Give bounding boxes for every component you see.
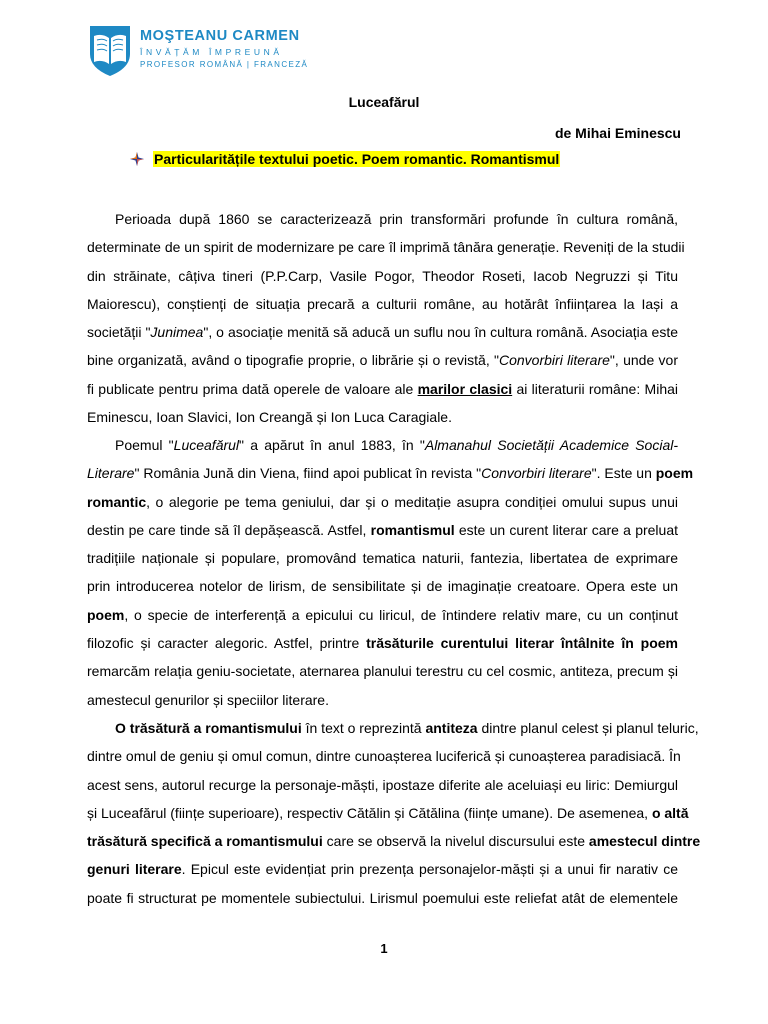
logo-brand-name: MOŞTEANU CARMEN <box>140 28 300 44</box>
text-line: genuri literare. Epicul este evidențiat prin prezența personajelor-măști și a unui fir narativ ce <box>87 861 678 878</box>
text-line: tradițiile naționale și populare, promovând tematica naturii, fantezia, libertatea de exprimare <box>87 550 678 567</box>
text-line: și Luceafărul (ființe superioare), respectiv Cătălin și Cătălina (ființe umane). De asemenea, o altă <box>87 804 689 821</box>
document-title: Luceafărul <box>348 94 420 110</box>
text-line: societății "Junimea", o asociație menită să aducă un suflu nou în cultura română. Asociația este <box>87 324 678 341</box>
header-logo <box>88 24 328 84</box>
text-line: prin introducerea notelor de lirism, de sensibilitate și de imaginație creatoare. Opera este un <box>87 578 678 595</box>
page-number: 1 <box>380 941 388 956</box>
text-line: fi publicate pentru prima dată operele de valoare ale marilor clasici ai literaturii române: Mihai <box>87 380 678 397</box>
text-line: bine organizată, având o tipografie proprie, o librărie și o revistă, "Convorbiri literare", unde vor <box>87 352 679 369</box>
logo-subtitle: PROFESOR ROMÂNĂ | FRANCEZĂ <box>140 60 309 69</box>
paragraph-1 <box>87 205 685 431</box>
open-book-shield-icon <box>88 24 132 78</box>
text-line: din străinate, câțiva tineri (P.P.Carp, Vasile Pogor, Theodor Roseti, Iacob Negruzzi și Titu <box>87 267 678 284</box>
text-line: Literare" România Jună din Viena, fiind apoi publicat în revista "Convorbiri literare". Este un poem <box>87 465 694 482</box>
text-line: O trăsătură a romantismului în text o reprezintă antiteza dintre planul celest și planul teluric, <box>115 720 699 736</box>
four-point-star-bullet-icon <box>130 152 144 166</box>
text-line: Perioada după 1860 se caracterizează prin transformări profunde în cultura română, <box>115 211 678 227</box>
text-line: trăsătură specifică a romantismului care se observă la nivelul discursului este amestecul dintre <box>87 833 701 850</box>
text-line: amestecul genurilor și speciilor literare. <box>87 691 329 708</box>
text-line: destin pe care tinde să îl depășească. Astfel, romantismul este un curent literar care a preluat <box>87 521 679 538</box>
text-line: acest sens, autorul recurge la personaje-măști, ipostaze diferite ale aceluiași eu liric: Demiurgul <box>87 776 678 793</box>
text-line: romantic, o alegorie pe tema geniului, dar și o meditație asupra condiției omului supus unui <box>87 493 678 510</box>
text-line: Eminescu, Ioan Slavici, Ion Creangă și Ion Luca Caragiale. <box>87 409 452 426</box>
text-line: filozofic și caracter alegoric. Astfel, printre trăsăturile curentului literar întâlnite în poem <box>87 635 679 652</box>
text-line: remarcăm relația geniu-societate, aternarea planului terestru cu cel cosmic, antiteza, precum și <box>87 663 678 680</box>
text-line: poate fi structurat pe momentele subiectului. Lirismul poemului este reliefat atât de elementele <box>87 889 678 906</box>
text-line: Maiorescu), conștienți de situația precară a culturii române, au hotărât înființarea la Iași a <box>87 295 678 312</box>
paragraph-2 <box>87 431 694 714</box>
text-line: determinate de un spirit de modernizare pe care îl imprimă tânăra generație. Reveniți de la studii <box>87 239 685 256</box>
paragraph-3 <box>87 714 701 912</box>
text-line: Poemul "Luceafărul" a apărut în anul 1883, în "Almanahul Societății Academice Social- <box>115 437 678 453</box>
logo-tagline: ÎNVĂȚĂM ÎMPREUNĂ <box>140 47 283 57</box>
document-author: de Mihai Eminescu <box>554 125 681 141</box>
text-line: dintre omul de geniu și omul comun, dintre cunoașterea luciferică și cunoașterea paradisiacă. În <box>87 748 681 765</box>
section-heading-text: Particularitățile textului poetic. Poem romantic. Romantismul <box>154 151 560 167</box>
text-line: poem, o specie de interferență a epicului cu liricul, de întindere relativ mare, cu un conținut <box>87 606 678 623</box>
